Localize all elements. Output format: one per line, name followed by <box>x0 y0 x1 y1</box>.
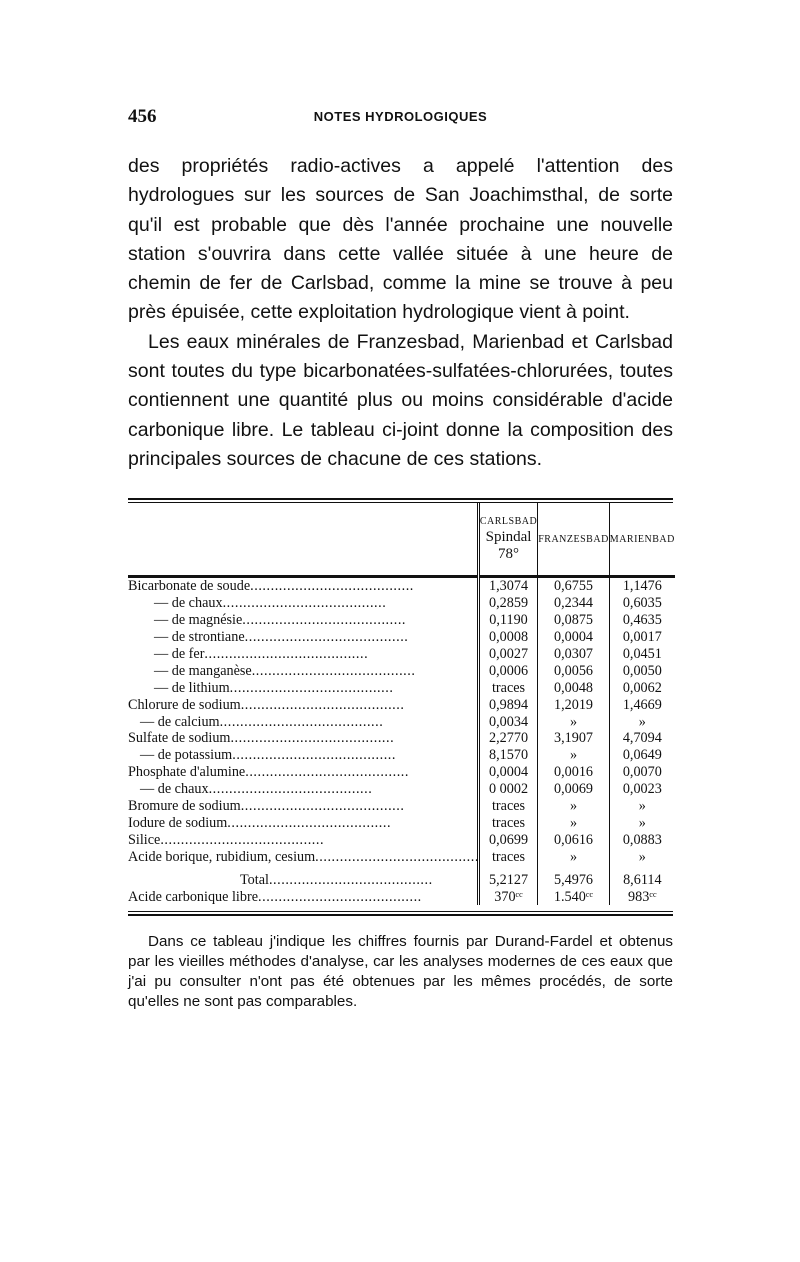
composition-table <box>128 498 673 916</box>
value-carlsbad: traces <box>478 849 537 866</box>
header-marienbad: MARIENBAD <box>609 503 675 577</box>
value-marienbad: 0,0649 <box>609 747 675 764</box>
leader-dots <box>245 764 477 781</box>
value-marienbad: » <box>609 798 675 815</box>
header-label-cell <box>128 503 478 577</box>
table-row <box>128 697 675 714</box>
value-marienbad: » <box>609 714 675 731</box>
table-row <box>128 815 675 832</box>
row-label-cell <box>128 781 478 798</box>
value-carlsbad: 0,9894 <box>478 697 537 714</box>
row-label <box>128 646 477 663</box>
value-franzesbad: » <box>538 798 610 815</box>
value-franzesbad: » <box>538 714 610 731</box>
value-carlsbad: traces <box>478 680 537 697</box>
value-franzesbad: 0,6755 <box>538 578 610 595</box>
row-label <box>128 612 477 629</box>
page-number: 456 <box>128 106 157 127</box>
row-label-text: — de manganèse <box>154 662 252 679</box>
leader-dots <box>252 663 477 680</box>
row-label <box>128 832 477 849</box>
value-carlsbad: 1,3074 <box>478 578 537 595</box>
leader-dots <box>315 849 477 866</box>
value-marienbad: 0,0451 <box>609 646 675 663</box>
row-label-text: — de lithium <box>154 679 230 696</box>
value-marienbad: 1,1476 <box>609 578 675 595</box>
row-label-text: — de chaux <box>154 595 223 612</box>
paragraph-1: des propriétés radio-actives a appelé l'attention des hydrologues sur les sources de San Joachimsthal, de sorte qu'il est probable que dès l'année prochaine une nouvelle station s'ouvrira dans cette vallée située à une heure de chemin de fer de Carlsbad, comme la mine se trouve à peu près épuisée, cette exploitation hydrologique vient à point. <box>128 155 673 324</box>
value-franzesbad: 3,1907 <box>538 730 610 747</box>
row-label-text: Silice <box>128 831 161 848</box>
value-franzesbad: 0,0616 <box>538 832 610 849</box>
table-row <box>128 832 675 849</box>
leader-dots <box>245 629 477 646</box>
running-title: NOTES HYDROLOGIQUES <box>313 109 488 124</box>
value-carlsbad: 5,2127 <box>478 866 537 889</box>
row-label <box>128 578 477 595</box>
row-label <box>128 697 477 714</box>
row-label-cell <box>128 697 478 714</box>
row-label-cell <box>128 798 478 815</box>
table-header-row <box>128 503 675 577</box>
row-label-text: — de strontiane <box>154 628 245 645</box>
leader-dots <box>160 832 477 849</box>
value-marienbad: 0,0070 <box>609 764 675 781</box>
row-label-cell <box>128 832 478 849</box>
value-franzesbad: 0,2344 <box>538 595 610 612</box>
row-label-cell <box>128 629 478 646</box>
row-label-cell <box>128 849 478 866</box>
leader-dots <box>258 889 477 906</box>
row-label <box>128 781 477 798</box>
row-label-text: — de calcium <box>140 713 220 730</box>
row-label <box>128 815 477 832</box>
value-franzesbad: 0,0069 <box>538 781 610 798</box>
leader-dots <box>209 781 477 798</box>
row-label-text: Acide borique, rubidium, cesium <box>128 848 316 865</box>
header-carlsbad <box>478 503 537 577</box>
row-label-cell <box>128 889 478 906</box>
row-label-text: Bicarbonate de soude <box>128 578 251 595</box>
value-carlsbad: 0,2859 <box>478 595 537 612</box>
leader-dots <box>241 798 477 815</box>
value-marienbad: 1,4669 <box>609 697 675 714</box>
value-carlsbad: 0,1190 <box>478 612 537 629</box>
table-row <box>128 612 675 629</box>
value-franzesbad: » <box>538 815 610 832</box>
footnote: Dans ce tableau j'indique les chiffres fournis par Durand-Fardel et obtenus par les vieilles méthodes d'analyse, car les analyses modernes de ces eaux que j'ai pu consulter n'ont pas été obtenues par les mêmes procédés, de sorte qu'elles ne sont pas comparables. <box>128 933 673 1011</box>
value-marienbad: 983ᶜᶜ <box>609 889 675 906</box>
value-marienbad: 0,0062 <box>609 680 675 697</box>
row-label-text: Chlorure de sodium <box>128 696 241 713</box>
row-label <box>128 747 477 764</box>
composition-grid <box>128 503 675 905</box>
value-franzesbad: 1,2019 <box>538 697 610 714</box>
row-label-cell <box>128 595 478 612</box>
value-carlsbad: 0,0699 <box>478 832 537 849</box>
table-row <box>128 866 675 889</box>
row-label <box>128 798 477 815</box>
row-label <box>128 595 477 612</box>
value-marienbad: 0,6035 <box>609 595 675 612</box>
row-label-cell <box>128 815 478 832</box>
table-row <box>128 889 675 906</box>
row-label-text: Acide carbonique libre <box>128 888 258 905</box>
row-label <box>128 764 477 781</box>
table-row <box>128 714 675 731</box>
value-carlsbad: traces <box>478 815 537 832</box>
table-row <box>128 595 675 612</box>
row-label-cell <box>128 663 478 680</box>
value-carlsbad: 2,2770 <box>478 730 537 747</box>
row-label-text: Bromure de sodium <box>128 798 241 815</box>
value-franzesbad: 1.540ᶜᶜ <box>538 889 610 906</box>
row-label <box>128 663 477 680</box>
header-carlsbad-source: Spindal 78° <box>485 528 532 562</box>
row-label-cell <box>128 646 478 663</box>
row-label <box>128 714 477 731</box>
value-marienbad: » <box>609 815 675 832</box>
row-label-cell <box>128 730 478 747</box>
value-franzesbad: 0,0016 <box>538 764 610 781</box>
leader-dots <box>241 697 477 714</box>
table-row <box>128 730 675 747</box>
leader-dots <box>250 578 477 595</box>
page-header <box>128 100 673 130</box>
value-franzesbad: 0,0875 <box>538 612 610 629</box>
row-label <box>128 730 477 747</box>
document-page <box>128 100 673 1012</box>
leader-dots <box>230 730 476 747</box>
table-row <box>128 798 675 815</box>
row-label <box>128 872 477 889</box>
value-carlsbad: 0,0004 <box>478 764 537 781</box>
row-label-cell <box>128 764 478 781</box>
row-label-cell <box>128 714 478 731</box>
table-row <box>128 781 675 798</box>
value-franzesbad: » <box>538 747 610 764</box>
row-label-cell <box>128 578 478 595</box>
row-label-text: — de chaux <box>140 781 209 798</box>
row-label-text: Total <box>240 871 269 888</box>
leader-dots <box>220 714 477 731</box>
value-carlsbad: 0,0027 <box>478 646 537 663</box>
row-label <box>128 629 477 646</box>
value-carlsbad: traces <box>478 798 537 815</box>
value-carlsbad: 0,0006 <box>478 663 537 680</box>
table-row <box>128 629 675 646</box>
header-franzesbad: FRANZESBAD <box>538 503 610 577</box>
value-carlsbad: 0,0034 <box>478 714 537 731</box>
table-row <box>128 646 675 663</box>
row-label <box>128 680 477 697</box>
table-row <box>128 680 675 697</box>
leader-dots <box>230 680 477 697</box>
leader-dots <box>227 815 477 832</box>
leader-dots <box>223 595 477 612</box>
row-label <box>128 849 477 866</box>
row-label-text: Phosphate d'alumine <box>128 764 246 781</box>
row-label-text: — de magnésie <box>154 612 243 629</box>
value-marienbad: 8,6114 <box>609 866 675 889</box>
leader-dots <box>204 646 476 663</box>
table-row <box>128 747 675 764</box>
value-marienbad: 0,0023 <box>609 781 675 798</box>
leader-dots <box>269 872 477 889</box>
header-carlsbad-name: CARLSBAD <box>479 515 538 527</box>
value-franzesbad: 5,4976 <box>538 866 610 889</box>
row-label <box>128 889 477 906</box>
value-franzesbad: 0,0048 <box>538 680 610 697</box>
row-label-text: — de fer <box>154 645 205 662</box>
value-carlsbad: 370ᶜᶜ <box>478 889 537 906</box>
row-label-text: Iodure de sodium <box>128 814 228 831</box>
value-marienbad: 0,0883 <box>609 832 675 849</box>
value-marienbad: 0,4635 <box>609 612 675 629</box>
table-row <box>128 663 675 680</box>
value-marienbad: » <box>609 849 675 866</box>
leader-dots <box>242 612 477 629</box>
table-row <box>128 578 675 595</box>
value-franzesbad: 0,0307 <box>538 646 610 663</box>
value-marienbad: 0,0050 <box>609 663 675 680</box>
row-label-cell <box>128 866 478 889</box>
row-label-cell <box>128 680 478 697</box>
value-franzesbad: 0,0056 <box>538 663 610 680</box>
value-carlsbad: 0,0008 <box>478 629 537 646</box>
row-label-cell <box>128 747 478 764</box>
table-row <box>128 849 675 866</box>
leader-dots <box>232 747 477 764</box>
table-row <box>128 764 675 781</box>
value-marienbad: 0,0017 <box>609 629 675 646</box>
row-label-text: Sulfate de sodium <box>128 730 231 747</box>
row-label-text: — de potassium <box>140 747 233 764</box>
table-bottom-rule <box>128 911 673 916</box>
table-body <box>128 578 675 905</box>
value-marienbad: 4,7094 <box>609 730 675 747</box>
value-franzesbad: » <box>538 849 610 866</box>
value-carlsbad: 0 0002 <box>478 781 537 798</box>
paragraph-2: Les eaux minérales de Franzesbad, Marienbad et Carlsbad sont toutes du type bicarbonatées-sulfatées-chlorurées, toutes contiennent une quantité plus ou moins considérable d'acide carbonique libre. Le tableau ci-joint donne la composition des principales sources de chacune de ces stations. <box>128 330 673 470</box>
row-label-cell <box>128 612 478 629</box>
value-franzesbad: 0,0004 <box>538 629 610 646</box>
value-carlsbad: 8,1570 <box>478 747 537 764</box>
